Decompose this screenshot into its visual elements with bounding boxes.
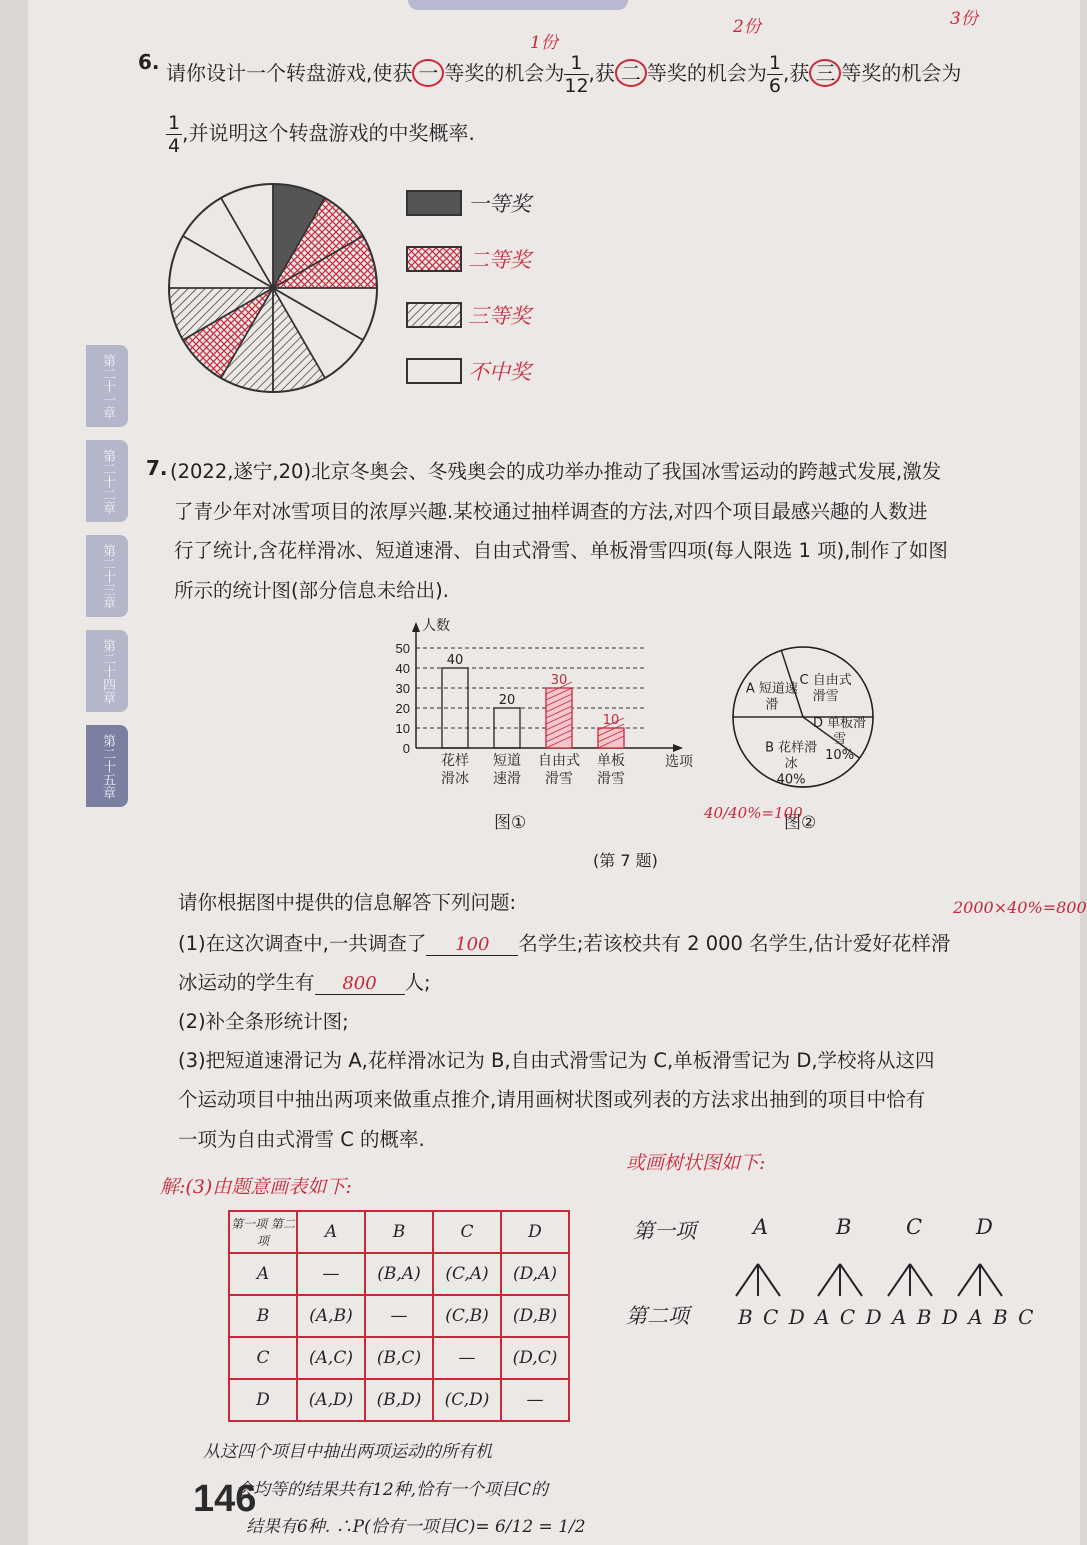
legend-label-first: 一等奖 [468, 192, 531, 216]
pie-percent-label: 10% [825, 747, 855, 763]
conclusion-line1: 从这四个项目中抽出两项运动的所有机 [203, 1442, 492, 1462]
pie-chart [698, 645, 918, 795]
note-1-part: 1份 [530, 33, 558, 53]
y-axis-arrow [412, 622, 420, 632]
page-number: 146 [193, 1478, 257, 1520]
chapter-tab-25[interactable]: 第二十五章 [86, 725, 128, 807]
q7-line3: 行了统计,含花样滑冰、短道速滑、自由式滑雪、单板滑雪四项(每人限选 1 项),制作了如图 [174, 539, 948, 562]
y-tick-label: 10 [395, 721, 410, 736]
hw-pie-calc: 40/40%=100 [704, 804, 803, 822]
pie-percent-label: 40% [776, 772, 806, 788]
q7-line1: (2022,遂宁,20)北京冬奥会、冬残奥会的成功举办推动了我国冰雪运动的跨越式发展,激发 [170, 460, 942, 483]
table-row: C (A,C) (B,C) — (D,C) [229, 1337, 569, 1379]
x-tick-label: 滑雪 [597, 771, 625, 787]
y-axis-label: 人数 [422, 618, 450, 634]
x-tick-label: 速滑 [493, 771, 521, 787]
tree-first-label: 第一项 [633, 1219, 696, 1243]
pie-slice-label: 冰 [784, 756, 798, 772]
y-tick-label: 0 [402, 741, 410, 756]
y-tick-label: 40 [395, 661, 410, 676]
legend-swatch-none [406, 358, 462, 384]
q7-part1b: 冰运动的学生有 800 人; [178, 971, 431, 994]
q7-part3-c: 一项为自由式滑雪 C 的概率. [178, 1128, 425, 1151]
x-tick-label: 单板 [597, 753, 625, 769]
note-3-part: 3份 [950, 9, 978, 29]
pie-slice-label: A 短道速 [745, 681, 798, 697]
spinner-wheel [163, 178, 383, 398]
hw-calc-top: 2000×40%=800 [953, 898, 1087, 917]
q7-part3-a: (3)把短道速滑记为 A,花样滑冰记为 B,自由式滑雪记为 C,单板滑雪记为 D,学校将从这四 [178, 1049, 935, 1072]
col-header: A [297, 1211, 365, 1253]
col-header: B [365, 1211, 433, 1253]
textbook-page [28, 0, 1087, 1545]
x-tick-label: 滑雪 [545, 771, 573, 787]
conclusion-line3: 结果有6种. ∴P(恰有一项目C)= 6/12 = 1/2 [246, 1517, 586, 1537]
y-tick-label: 50 [395, 641, 410, 656]
q7-part3-b: 个运动项目中抽出两项来做重点推介,请用画树状图或列表的方法求出抽到的项目中恰有 [178, 1088, 926, 1111]
q6-line1: 请你设计一个转盘游戏,使获 一 等奖的机会为 $\frac{1}{12}$ ,获 二 等奖的机会为 $\frac{1}{6}$ ,获 三 等奖的机会为 [166, 52, 962, 97]
tree-node-c: C [906, 1215, 923, 1239]
legend-label-third: 三等奖 [468, 304, 531, 328]
pie-slice-label: D 单板滑 [813, 715, 867, 731]
tree-second-label: 第二项 [626, 1304, 689, 1328]
y-tick-label: 20 [395, 701, 410, 716]
chapter-tab-21[interactable]: 第二十一章 [86, 345, 128, 427]
pie-slice-label: 滑雪 [812, 688, 839, 704]
chapter-tab-24[interactable]: 第二十四章 [86, 630, 128, 712]
bar-value-label: 20 [498, 693, 516, 708]
table-corner: 第一项 第二项 [229, 1211, 297, 1253]
table-row: A — (B,A) (C,A) (D,A) [229, 1253, 569, 1295]
x-axis-arrow [673, 744, 683, 752]
tree-branches [708, 1262, 1038, 1300]
legend-swatch-third [406, 302, 462, 328]
pie-slice-label: 滑 [765, 697, 779, 713]
pie-slice-label: 雪 [833, 731, 847, 747]
x-tick-label: 自由式 [538, 753, 580, 769]
tree-intro: 或画树状图如下: [626, 1152, 766, 1174]
x-axis-label: 选项 [665, 754, 693, 770]
col-header: D [501, 1211, 569, 1253]
bar-value-label: 10 [602, 713, 620, 728]
top-shadow [408, 0, 628, 10]
table-row: D (A,D) (B,D) (C,D) — [229, 1379, 569, 1421]
tree-node-b: B [836, 1215, 852, 1239]
q7-line4: 所示的统计图(部分信息未给出). [174, 579, 449, 602]
fig1-label: 图① [494, 813, 527, 833]
q6-line2: $\frac{1}{4}$ ,并说明这个转盘游戏的中奖概率. [168, 112, 475, 157]
bar-chart [346, 612, 693, 802]
conclusion-line2: 会均等的结果共有12种,恰有一个项目C的 [236, 1480, 549, 1500]
pie-slice-label: C 自由式 [799, 672, 852, 688]
q6-number: 6. [138, 50, 160, 74]
chapter-tab-22[interactable]: 第二十二章 [86, 440, 128, 522]
legend-swatch-second [406, 246, 462, 272]
tree-second-level: B C D A C D A B D A B C [738, 1305, 1036, 1329]
chapter-tab-23[interactable]: 第二十三章 [86, 535, 128, 617]
x-tick-label: 短道 [493, 753, 521, 769]
note-2-part: 2份 [733, 17, 761, 37]
x-tick-label: 花样 [441, 753, 469, 769]
col-header: C [433, 1211, 501, 1253]
tree-node-d: D [976, 1215, 993, 1239]
x-tick-label: 滑冰 [441, 771, 469, 787]
tree-node-a: A [753, 1215, 769, 1239]
q7-prompt: 请你根据图中提供的信息解答下列问题: [178, 891, 517, 914]
solution-table [228, 1210, 570, 1422]
q7-line2: 了青少年对冰雪项目的浓厚兴趣.某校通过抽样调查的方法,对四个项目最感兴趣的人数进 [174, 500, 928, 523]
q7-part2: (2)补全条形统计图; [178, 1010, 349, 1033]
q7-part1: (1)在这次调查中,一共调查了 100 名学生;若该校共有 2 000 名学生,估计爱好花样滑 [178, 932, 951, 955]
legend-label-none: 不中奖 [468, 360, 531, 384]
q7-number: 7. [146, 456, 168, 480]
y-tick-label: 30 [395, 681, 410, 696]
legend-swatch-first [406, 190, 462, 216]
bar-value-label: 40 [446, 653, 464, 668]
table-row: B (A,B) — (C,B) (D,B) [229, 1295, 569, 1337]
bar-value-label: 30 [550, 673, 568, 688]
fig2-label: 图② [784, 813, 817, 833]
legend-label-second: 二等奖 [468, 248, 531, 272]
solution-intro: 解:(3)由题意画表如下: [160, 1176, 352, 1198]
pie-slice-label: B 花样滑 [765, 740, 818, 756]
figure-caption: (第 7 题) [593, 851, 658, 870]
